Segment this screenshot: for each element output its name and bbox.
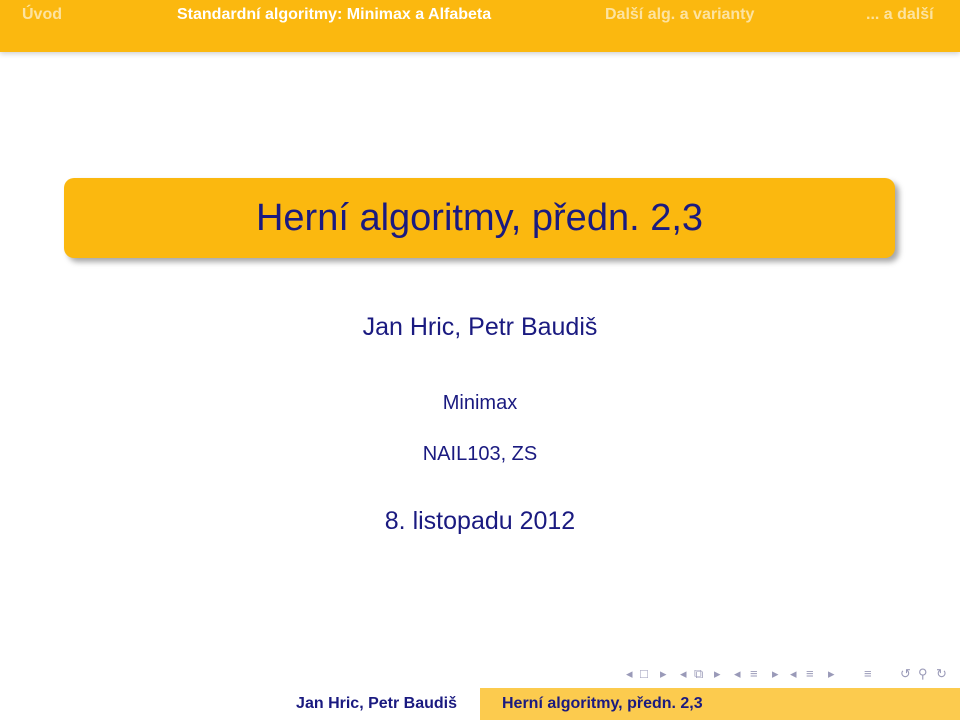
- search-icon[interactable]: ⚲: [918, 666, 928, 681]
- slide-subtitle: Minimax: [442, 392, 518, 414]
- forward-icon[interactable]: ↻: [936, 666, 947, 681]
- slide-date: 8. listopadu 2012: [384, 507, 576, 535]
- nav-section-other-algorithms[interactable]: Další alg. a varianty: [605, 6, 755, 23]
- part-icon[interactable]: ≡: [806, 666, 814, 681]
- footer-title-panel: [480, 688, 960, 720]
- beamer-navigation-symbols: [620, 664, 956, 684]
- nav-section-standard-algorithms[interactable]: Standardní algoritmy: Minimax a Alfabeta: [177, 6, 492, 23]
- frame-prev-icon[interactable]: ◂: [626, 666, 633, 681]
- section-icon[interactable]: ≡: [750, 666, 758, 681]
- subsection-prev-icon[interactable]: ◂: [680, 666, 687, 681]
- footer-authors: Jan Hric, Petr Baudiš: [296, 695, 457, 712]
- title-box: [64, 178, 895, 258]
- section-next-icon[interactable]: ▸: [772, 666, 779, 681]
- slide-course: NAIL103, ZS: [422, 443, 538, 465]
- part-prev-icon[interactable]: ◂: [790, 666, 797, 681]
- slide-title: Herní algoritmy, předn. 2,3: [255, 197, 704, 239]
- frame-icon[interactable]: □: [640, 666, 648, 681]
- section-navigation-bar: [0, 0, 960, 52]
- nav-section-more[interactable]: ... a další: [866, 6, 934, 23]
- subsection-next-icon[interactable]: ▸: [714, 666, 721, 681]
- nav-section-uvod[interactable]: Úvod: [22, 6, 62, 23]
- footer-title: Herní algoritmy, předn. 2,3: [502, 695, 703, 712]
- footer-authors-panel: [0, 688, 480, 720]
- part-next-icon[interactable]: ▸: [828, 666, 835, 681]
- frame-next-icon[interactable]: ▸: [660, 666, 667, 681]
- outline-icon[interactable]: ≡: [864, 666, 872, 681]
- subsection-icon[interactable]: ⧉: [694, 666, 704, 681]
- section-prev-icon[interactable]: ◂: [734, 666, 741, 681]
- slide-authors: Jan Hric, Petr Baudiš: [362, 313, 598, 341]
- back-icon[interactable]: ↺: [900, 666, 911, 681]
